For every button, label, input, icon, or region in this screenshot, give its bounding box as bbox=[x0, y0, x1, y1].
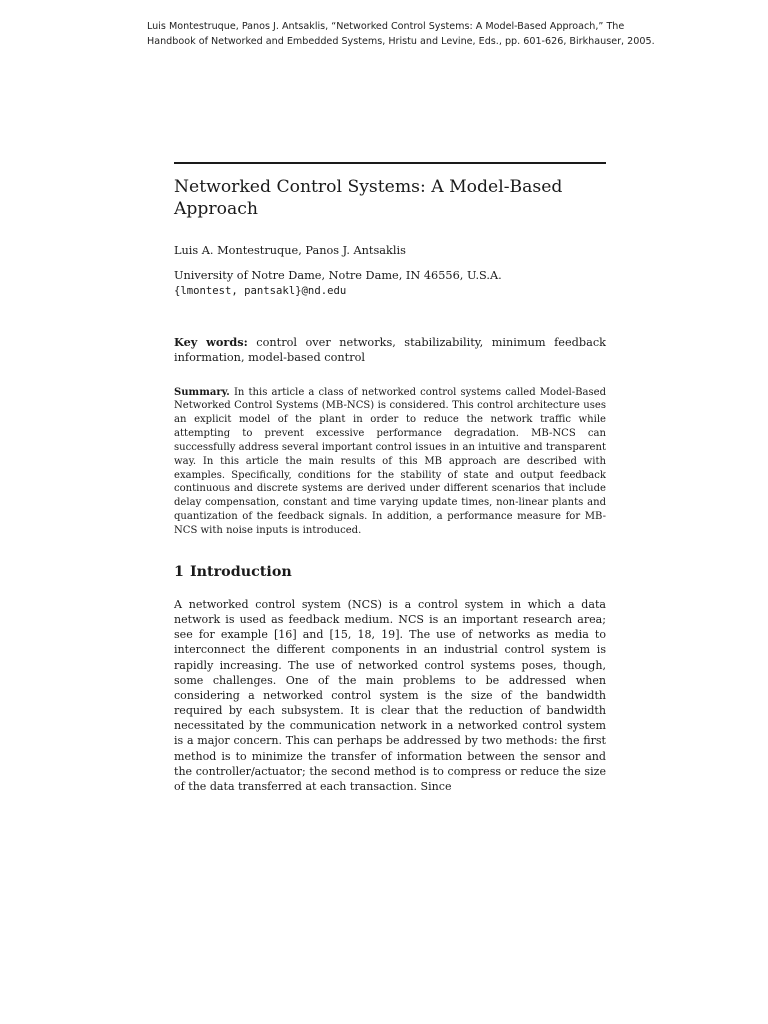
citation-line-1: Luis Montestruque, Panos J. Antsaklis, “Networked Control Systems: A Model-Based Approach,” The bbox=[147, 21, 625, 32]
paper-title: Networked Control Systems: A Model-Based Approach bbox=[174, 176, 563, 219]
section-heading-introduction bbox=[174, 564, 292, 580]
keywords bbox=[174, 335, 606, 365]
title-rule bbox=[174, 162, 606, 164]
summary bbox=[174, 386, 606, 538]
paper-authors: Luis A. Montestruque, Panos J. Antsaklis bbox=[174, 243, 406, 257]
keywords-text: control over networks, stabilizability, minimum feedback information, model-based control bbox=[174, 335, 606, 364]
author-email: {lmontest, pantsakl}@nd.edu bbox=[174, 284, 347, 297]
summary-label: Summary. bbox=[174, 386, 230, 398]
citation-header bbox=[147, 19, 747, 49]
affiliation-text: University of Notre Dame, Notre Dame, IN 46556, U.S.A. bbox=[174, 268, 502, 282]
keywords-label: Key words: bbox=[174, 334, 248, 349]
article-front-matter bbox=[174, 162, 606, 538]
author-affiliation bbox=[174, 268, 606, 299]
section-title: Introduction bbox=[189, 564, 292, 580]
summary-text: In this article a class of networked control systems called Model-Based Networked Control Systems (MB-NCS) is considered. This control architecture uses an explicit model of the plant in order to reduce the network traffic while attempting to prevent excessive performance degradation. MB-NCS can successfully address several important control issues in an intuitive and transparent way. In this article the main results of this MB approach are described with examples. Specifically, conditions for the stability of state and output feedback continuous and discrete systems are derived under different scenarios that include delay compensation, constant and time varying update times, non-linear plants and quantization of the feedback signals. In addition, a performance measure for MB-NCS with noise inputs is introduced. bbox=[174, 386, 606, 536]
citation-line-2: Handbook of Networked and Embedded Systems, Hristu and Levine, Eds., pp. 601-626, Birkhauser, 2005. bbox=[147, 36, 655, 47]
introduction-paragraph: A networked control system (NCS) is a control system in which a data network is used as feedback medium. NCS is an important research area; see for example [16] and [15, 18, 19]. The use of networks as media to interconnect the different components in an industrial control system is rapidly increasing. The use of networked control systems poses, though, some challenges. One of the main problems to be addressed when considering a networked control system is the size of the bandwidth required by each subsystem. It is clear that the reduction of bandwidth necessitated by the communication network in a networked control system is a major concern. This can perhaps be addressed by two methods: the first method is to minimize the transfer of information between the sensor and the controller/actuator; the second method is to compress or reduce the size of the data transferred at each transaction. Since bbox=[174, 598, 606, 793]
section-number: 1 bbox=[174, 564, 184, 580]
